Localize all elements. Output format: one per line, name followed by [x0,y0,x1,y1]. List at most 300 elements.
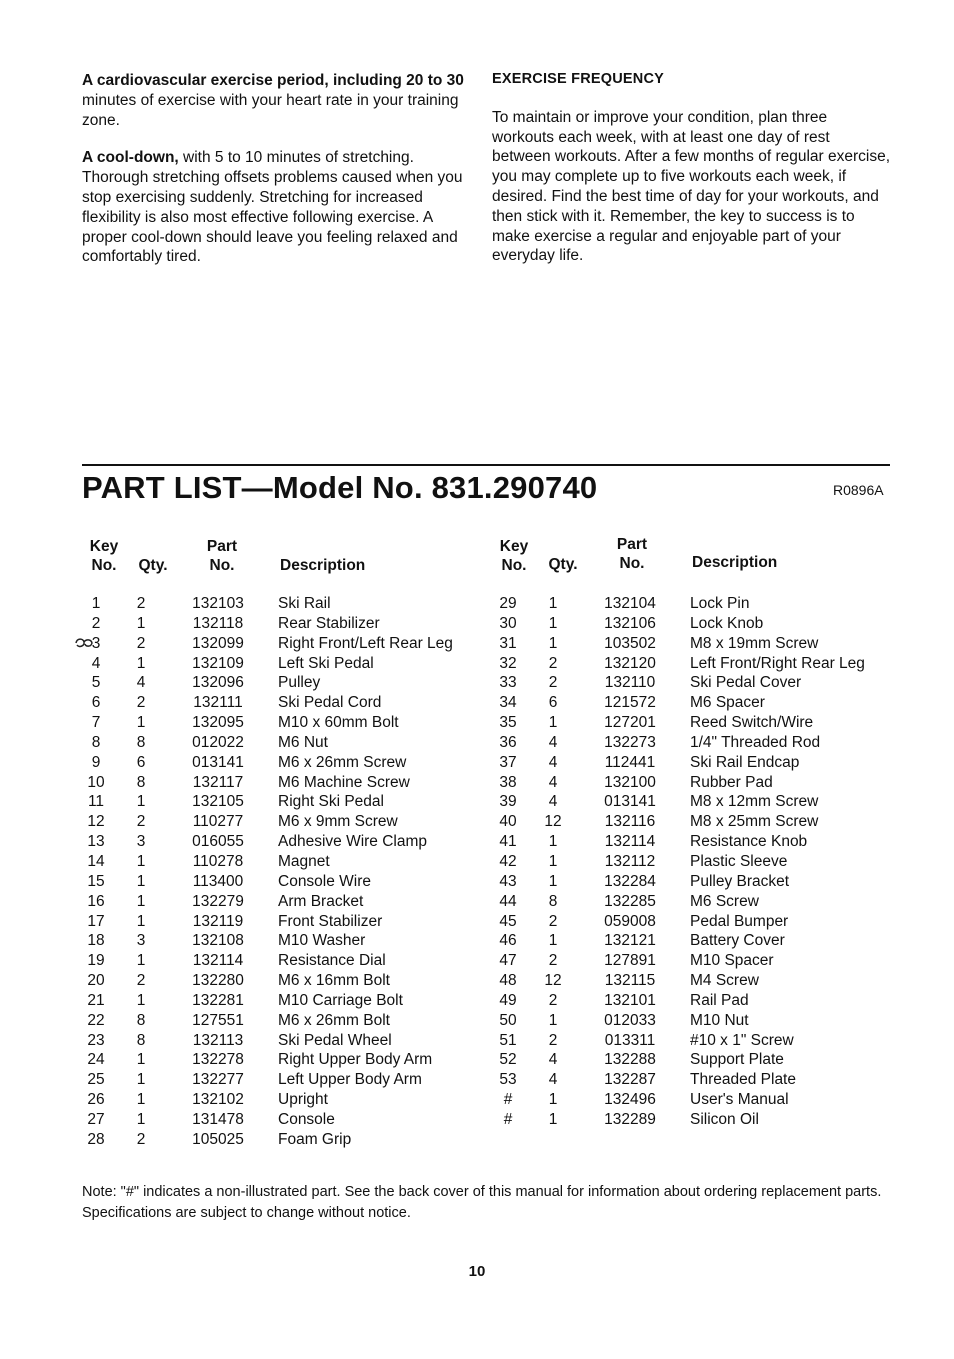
key-number: 32 [499,654,517,672]
quantity: 1 [136,793,146,811]
left-qty-header: Qty. [138,557,168,574]
part-number: 132105 [192,793,244,811]
quantity: 1 [548,714,558,732]
key-number: 25 [87,1071,105,1089]
part-description: User's Manual [690,1091,789,1109]
quantity: 3 [136,932,146,950]
parts-row [76,1130,453,1150]
cooldown-lead: A cool-down, [82,149,179,167]
part-description: M8 x 12mm Screw [690,793,819,811]
key-number: 51 [499,1031,517,1049]
part-description: M10 Nut [690,1011,749,1029]
key-number: 17 [87,912,105,930]
quantity: 1 [548,833,558,851]
part-description: 1/4" Threaded Rod [690,733,821,751]
parts-row [488,673,865,693]
document-code: R0896A [833,482,884,498]
part-number: 131478 [192,1110,244,1128]
part-description: M8 x 19mm Screw [690,634,819,652]
parts-row [76,792,453,812]
quantity: 1 [136,1091,146,1109]
part-description: M6 Spacer [690,694,765,712]
parts-row [76,931,453,951]
parts-row [488,931,865,951]
cooldown-text: with 5 to 10 minutes of stretching. Thorough stretching offsets problems caused when you stop exercising suddenly. Stretching for increased flexibility is also most effective following exercise. A proper cool-down should leave you feeling relaxed and comfortably tired. [82,149,463,266]
parts-row [488,832,865,852]
quantity: 4 [136,674,146,692]
part-description: M6 x 26mm Bolt [278,1011,390,1029]
part-number: 132279 [192,892,244,910]
parts-row [76,912,453,932]
part-description: Front Stabilizer [278,912,383,930]
part-description: Ski Pedal Wheel [278,1031,392,1049]
quantity: 1 [548,852,558,870]
part-number: 012022 [192,733,244,751]
quantity: 1 [548,872,558,890]
parts-row [488,1050,865,1070]
quantity: 6 [136,753,146,771]
parts-row [488,1090,865,1110]
key-number: 9 [91,753,101,771]
part-description: M6 x 9mm Screw [278,813,398,831]
quantity: 1 [136,654,146,672]
parts-row [76,812,453,832]
part-description: M10 Carriage Bolt [278,991,403,1009]
part-number: 016055 [192,833,244,851]
quantity: 2 [548,991,558,1009]
part-description: Pulley Bracket [690,872,790,890]
part-number: 132099 [192,634,244,652]
right-key-header: Key No. [499,538,529,574]
key-number: 29 [499,595,517,612]
quantity: 8 [548,892,558,910]
key-number: 41 [499,833,517,851]
part-description: Left Front/Right Rear Leg [690,654,865,672]
quantity: 1 [548,634,558,652]
part-description: Left Ski Pedal [278,654,374,672]
parts-row [76,951,453,971]
part-description: M6 x 26mm Screw [278,753,407,771]
left-key-header: Key No. [89,538,119,574]
key-number: 33 [499,674,517,692]
part-number: 132116 [604,813,656,831]
parts-row [76,872,453,892]
quantity: 1 [548,1091,558,1109]
part-description: Upright [278,1091,328,1109]
part-description: Rubber Pad [690,773,773,791]
parts-table-left [76,594,453,1150]
parts-row [488,1011,865,1031]
parts-row [488,951,865,971]
key-number: 8 [91,733,101,751]
quantity: 1 [136,852,146,870]
key-number: 47 [499,952,517,970]
key-number: 38 [499,773,517,791]
part-number: 103502 [604,634,656,652]
parts-row [488,733,865,753]
parts-row [76,654,453,674]
part-description: Reed Switch/Wire [690,714,814,732]
parts-row [76,1011,453,1031]
parts-row [488,713,865,733]
key-number: 48 [499,972,517,990]
part-description: Lock Knob [690,614,764,632]
part-number: 012033 [604,1011,656,1029]
parts-row [76,713,453,733]
quantity: 1 [136,872,146,890]
part-number: 132113 [192,1031,244,1049]
quantity: 2 [548,952,558,970]
key-number: 27 [87,1110,105,1128]
part-number: 132102 [192,1091,244,1109]
key-number: 36 [499,733,517,751]
parts-row [76,773,453,793]
part-number: 105025 [192,1130,244,1148]
key-number: 42 [499,852,517,870]
quantity: 1 [548,1011,558,1029]
part-number: 013141 [604,793,656,811]
key-number: 43 [499,872,517,890]
left-description-header: Description [280,557,366,574]
part-description: Support Plate [690,1051,784,1069]
quantity: 1 [136,614,146,632]
part-number: 132285 [604,892,656,910]
part-number: 132112 [604,852,656,870]
page-number: 10 [468,1263,486,1280]
part-number: 132496 [604,1091,656,1109]
parts-row [76,733,453,753]
parts-row [488,991,865,1011]
part-number: 112441 [604,753,656,771]
part-description: M6 Nut [278,733,328,751]
key-number: 20 [87,972,105,990]
part-description: Adhesive Wire Clamp [278,833,428,851]
quantity: 4 [548,1071,558,1089]
part-number: 132287 [604,1071,656,1089]
parts-row [76,991,453,1011]
part-description: Right Upper Body Arm [278,1051,433,1069]
key-number: 26 [87,1091,105,1109]
quantity: 3 [136,833,146,851]
part-number: 013141 [192,753,244,771]
part-number: 132281 [192,991,244,1009]
part-description: Foam Grip [278,1130,352,1148]
quantity: 4 [548,733,558,751]
part-number: 132096 [192,674,244,692]
part-description: Console Wire [278,872,372,890]
key-number: # [503,1091,513,1109]
part-number: 013311 [604,1031,656,1049]
key-number: 4 [91,654,101,672]
part-description: M6 Machine Screw [278,773,410,791]
parts-row [488,852,865,872]
key-number: 50 [499,1011,517,1029]
part-number: 127201 [604,714,656,732]
title-rule [82,464,890,466]
part-number: 132111 [193,694,243,712]
parts-row [76,1050,453,1070]
quantity: 1 [136,912,146,930]
part-description: Battery Cover [690,932,785,950]
quantity: 8 [136,1031,146,1049]
key-number: 37 [499,753,517,771]
part-description: M10 Spacer [690,952,774,970]
parts-row [76,852,453,872]
quantity: 12 [544,972,562,990]
parts-row [76,1090,453,1110]
parts-row [76,753,453,773]
key-number: 11 [87,793,105,811]
key-number: 22 [87,1011,105,1029]
key-number: 3 [91,634,101,652]
key-number: 46 [499,932,517,950]
part-description: M4 Screw [690,972,759,990]
key-number: 14 [87,852,105,870]
parts-row [76,971,453,991]
key-number: 5 [91,674,101,692]
quantity: 2 [136,972,146,990]
quantity: 1 [136,1051,146,1069]
parts-row [488,792,865,812]
cardio-text: minutes of exercise with your heart rate in your training zone. [82,91,459,129]
key-number: 40 [499,813,517,831]
quantity: 2 [548,1031,558,1049]
parts-row [488,892,865,912]
key-number: 30 [499,614,517,632]
key-number: 24 [87,1051,105,1069]
key-number: # [503,1110,513,1128]
part-description: M6 x 16mm Bolt [278,972,390,990]
quantity: 4 [548,1051,558,1069]
key-number: 34 [499,694,517,712]
key-number: 53 [499,1071,517,1089]
quantity: 1 [548,614,558,632]
key-number: 19 [87,952,105,970]
part-number: 132278 [192,1051,244,1069]
part-number: 132106 [604,614,656,632]
part-number: 132280 [192,972,244,990]
part-number: 132095 [192,714,244,732]
parts-row [488,614,865,634]
cooldown-paragraph [82,148,477,267]
part-number: 121572 [604,694,656,712]
part-number: 132277 [192,1071,244,1089]
part-number: 132120 [604,654,656,672]
key-number: 6 [91,694,101,712]
parts-row [488,634,865,654]
part-number: 110277 [192,813,244,831]
part-description: Ski Rail Endcap [690,753,800,771]
parts-row [488,753,865,773]
parts-row [76,1070,453,1090]
key-number: 28 [87,1130,105,1148]
parts-row [76,634,453,654]
exercise-frequency-text: To maintain or improve your condition, plan three workouts each week, with at least one day of rest between workouts. After a few months of regular exercise, you may complete up to five workouts each week, if desired. Find the best time of day for your workouts, and then stick with it. Remember, the key to success is to make exercise a regular and enjoyable part of your everyday life. [492,108,891,265]
part-number: 132288 [604,1051,656,1069]
part-number: 132114 [604,833,656,851]
cardio-lead: A cardiovascular exercise period, including 20 to 30 [82,72,464,89]
part-number: 132121 [604,932,656,950]
parts-table-right [488,594,865,1130]
part-description: Threaded Plate [690,1071,796,1089]
part-number: 132109 [192,654,244,672]
part-number: 110278 [192,852,244,870]
part-description: Magnet [278,852,330,870]
key-number: 23 [87,1031,105,1049]
exercise-frequency-heading: EXERCISE FREQUENCY [492,71,664,87]
right-column [492,70,892,284]
right-qty-header: Qty. [548,556,578,573]
part-description: Ski Pedal Cord [278,694,382,712]
key-number: 44 [499,892,517,910]
quantity: 1 [136,714,146,732]
part-description: Pulley [278,674,321,692]
parts-row [76,892,453,912]
key-number: 18 [87,932,105,950]
quantity: 1 [136,892,146,910]
part-number: 132284 [604,872,656,890]
parts-row [488,872,865,892]
part-number: 132289 [604,1110,656,1128]
parts-row [76,614,453,634]
part-description: Pedal Bumper [690,912,789,930]
left-column [82,71,477,285]
key-number: 39 [499,793,517,811]
part-description: Console [278,1110,335,1128]
quantity: 2 [136,694,146,712]
quantity: 2 [136,813,146,831]
part-description: M8 x 25mm Screw [690,813,819,831]
part-number: 132101 [604,991,656,1009]
quantity: 4 [548,753,558,771]
parts-row [488,912,865,932]
key-number: 16 [87,892,105,910]
quantity: 8 [136,773,146,791]
quantity: 2 [136,634,146,652]
key-number: 15 [87,872,105,890]
part-description: Right Ski Pedal [278,793,384,811]
quantity: 1 [136,1071,146,1089]
part-description: Arm Bracket [278,892,364,910]
part-description: #10 x 1" Screw [690,1031,794,1049]
part-description: Silicon Oil [690,1110,759,1128]
parts-row [76,693,453,713]
quantity: 2 [136,1130,146,1148]
part-description: Right Front/Left Rear Leg [278,634,453,652]
quantity: 1 [548,932,558,950]
key-number: 13 [87,833,105,851]
part-description: Rear Stabilizer [278,614,380,632]
quantity: 1 [136,952,146,970]
parts-row [488,971,865,991]
part-number: 132118 [192,614,244,632]
key-number: 21 [87,991,105,1009]
key-number: 35 [499,714,517,732]
key-number: 45 [499,912,517,930]
part-number: 132110 [604,674,656,692]
part-description: Plastic Sleeve [690,852,788,870]
right-part-header: Part No. [616,536,648,572]
parts-row [76,1110,453,1130]
part-number: 132273 [604,733,656,751]
part-number: 132100 [604,773,656,791]
quantity: 2 [136,595,146,612]
part-number: 132103 [192,595,244,612]
quantity: 12 [544,813,562,831]
parts-row [488,1070,865,1090]
quantity: 4 [548,773,558,791]
part-number: 127551 [192,1011,244,1029]
parts-row [76,832,453,852]
part-description: Lock Pin [690,595,750,612]
quantity: 8 [136,1011,146,1029]
key-number: 7 [91,714,101,732]
quantity: 8 [136,733,146,751]
parts-row [488,654,865,674]
parts-row [488,1110,865,1130]
parts-row [488,693,865,713]
part-description: Left Upper Body Arm [278,1071,422,1089]
part-description: M10 x 60mm Bolt [278,714,399,732]
part-number: 132117 [192,773,244,791]
quantity: 2 [548,654,558,672]
parts-row [488,773,865,793]
key-number: 2 [91,614,101,632]
part-description: M10 Washer [278,932,366,950]
part-list-title: PART LIST—Model No. 831.290740 [82,470,598,505]
part-number: 113400 [192,872,244,890]
part-description: M6 Screw [690,892,759,910]
quantity: 1 [136,1110,146,1128]
quantity: 1 [548,595,558,612]
quantity: 4 [548,793,558,811]
part-number: 132108 [192,932,244,950]
footnote: Note: "#" indicates a non-illustrated part. See the back cover of this manual for information about ordering replacement parts. Specifications are subject to change without notice. [82,1184,882,1221]
key-number: 31 [499,634,517,652]
quantity: 6 [548,694,558,712]
parts-row [76,594,453,614]
part-description: Ski Pedal Cover [690,674,802,692]
part-description: Rail Pad [690,991,749,1009]
quantity: 1 [136,991,146,1009]
key-number: 49 [499,991,517,1009]
parts-row [488,594,865,614]
parts-row [488,812,865,832]
key-number: 12 [87,813,105,831]
part-number: 127891 [604,952,656,970]
part-number: 132115 [604,972,656,990]
parts-row [76,673,453,693]
key-number: 10 [87,773,105,791]
part-number: 132114 [192,952,244,970]
part-number: 132104 [604,595,656,612]
part-description: Ski Rail [278,595,331,612]
quantity: 2 [548,912,558,930]
key-number: 1 [91,595,101,612]
parts-row [488,1031,865,1051]
part-number: 132119 [192,912,244,930]
parts-row [76,1031,453,1051]
part-description: Resistance Knob [690,833,808,851]
left-part-header: Part No. [206,538,238,574]
right-description-header: Description [692,554,778,571]
quantity: 1 [548,1110,558,1128]
quantity: 2 [548,674,558,692]
part-description: Resistance Dial [278,952,386,970]
part-number: 059008 [604,912,656,930]
cardio-paragraph [82,71,477,130]
key-number: 52 [499,1051,517,1069]
